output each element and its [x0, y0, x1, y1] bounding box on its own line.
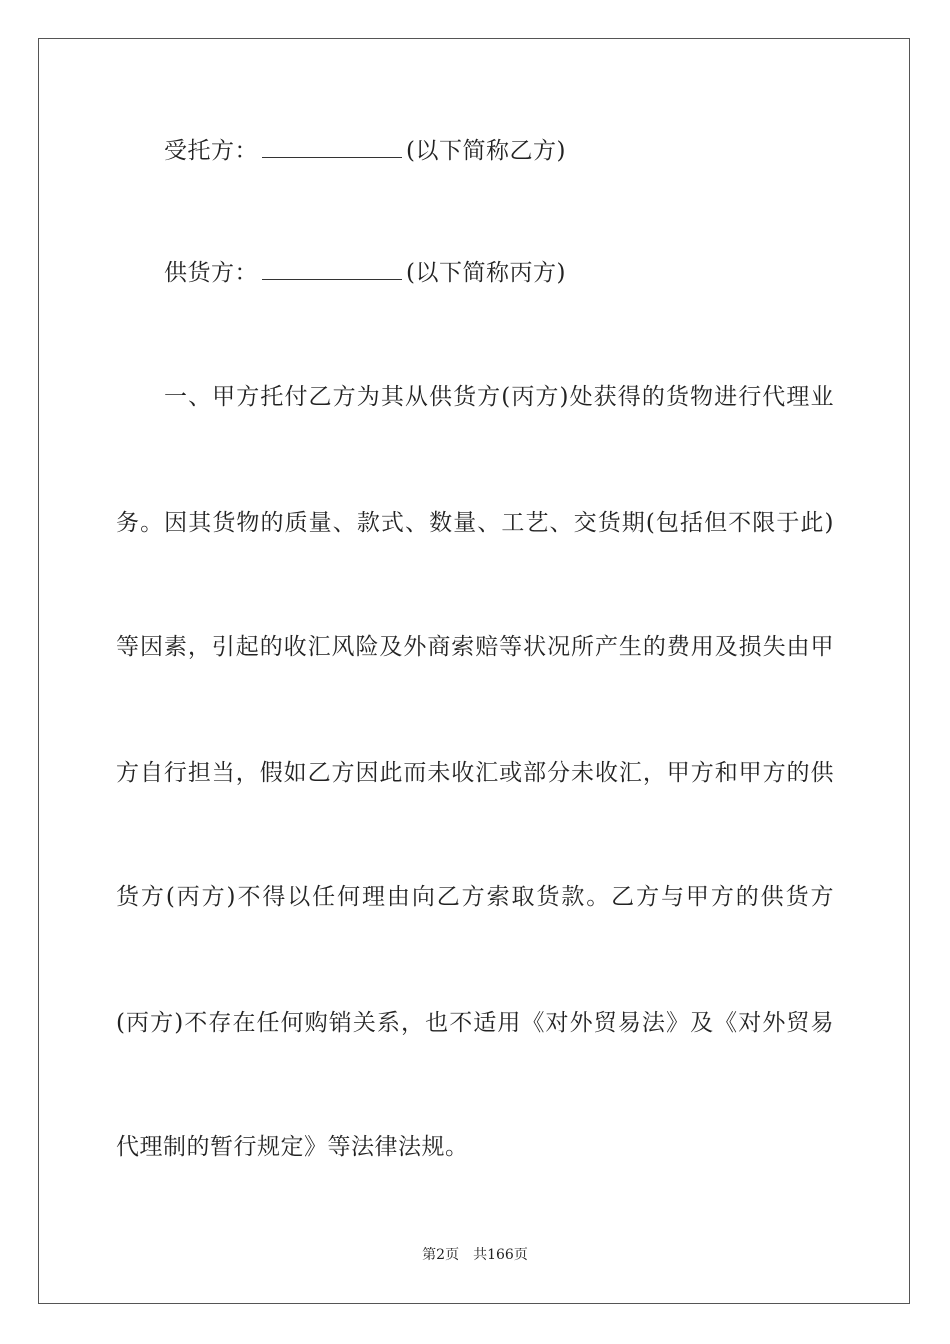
party-b-blank	[262, 137, 402, 158]
clause-line-3: 等因素，引起的收汇风险及外商索赔等状况所产生的费用及损失由甲	[116, 634, 834, 660]
party-b-suffix: (以下简称乙方)	[406, 138, 566, 164]
page-current: 第2页	[422, 1247, 460, 1263]
clause-line-1: 一、甲方托付乙方为其从供货方(丙方)处获得的货物进行代理业	[164, 384, 834, 410]
page-total: 共166页	[473, 1247, 528, 1263]
page-border	[38, 38, 910, 1304]
page-footer	[0, 1246, 950, 1264]
clause-line-2: 务。因其货物的质量、款式、数量、工艺、交货期(包括但不限于此)	[116, 510, 834, 536]
clause-line-4: 方自行担当，假如乙方因此而未收汇或部分未收汇，甲方和甲方的供	[116, 760, 834, 786]
party-b-label: 受托方：	[164, 138, 258, 164]
clause-line-6: (丙方)不存在任何购销关系，也不适用《对外贸易法》及《对外贸易	[116, 1010, 834, 1036]
clause-line-7: 代理制的暂行规定》等法律法规。	[116, 1134, 469, 1160]
party-c-suffix: (以下简称丙方)	[406, 260, 566, 286]
party-c-label: 供货方：	[164, 260, 258, 286]
clause-line-5: 货方(丙方)不得以任何理由向乙方索取货款。乙方与甲方的供货方	[116, 884, 834, 910]
party-c-line	[164, 258, 834, 288]
party-b-line	[164, 136, 834, 166]
party-c-blank	[262, 259, 402, 280]
